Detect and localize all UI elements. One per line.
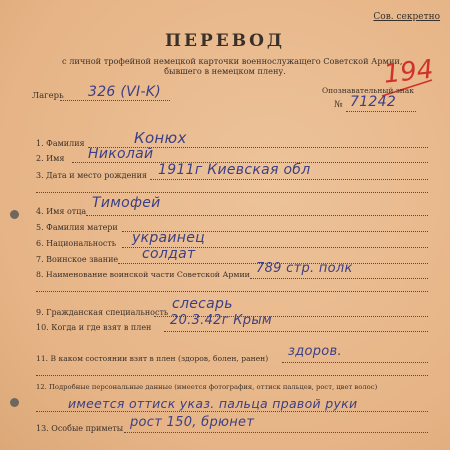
field-label-6: 6. Национальность [36,239,117,248]
field-line-8 [250,278,428,279]
field-label-12: 12. Подробные персональные данные (имеется фотография, оттиск пальцев, рост, цвет волос) [36,383,378,391]
field-label-10: 10. Когда и где взят в плен [36,323,152,332]
red-mark-number: 194 [382,54,435,90]
field-line-10 [164,331,428,332]
camp-line [60,100,170,101]
field-value-2: Николай [88,146,154,162]
camp-value: 326 (VI-K) [88,84,162,100]
field-label-7: 7. Воинское звание [36,255,119,264]
id-number-line [346,111,416,112]
classification-mark: Сов. секретно [373,12,440,22]
field-label-5: 5. Фамилия матери [36,223,118,232]
field-label-13: 13. Особые приметы [36,424,124,433]
document-subtitle-1: с личной трофейной немецкой карточки военнослужащего Советской Армии, [62,56,403,66]
field-line-13 [124,432,428,433]
field-value-4: Тимофей [92,195,161,211]
punch-hole-bottom [10,398,19,407]
field-label-11: 11. В каком состоянии взят в плен (здоров, болен, ранен) [36,354,269,363]
field-value-8: 789 стр. полк [256,261,353,276]
field-line-8b [36,291,428,292]
punch-hole-top [10,210,19,219]
field-value-10: 20.3.42г Крым [170,313,273,328]
document-title: ПЕРЕВОД [164,31,286,51]
camp-label: Лагерь [32,91,64,101]
field-label-3: 3. Дата и место рождения [36,171,147,180]
field-value-3: 1911г Киевская обл [158,162,311,178]
field-label-9: 9. Гражданская специальность [36,308,169,317]
field-line-11 [282,362,428,363]
field-label-4: 4. Имя отца [36,207,87,216]
field-line-11b [36,375,428,376]
field-line-12 [36,411,428,412]
id-number-value: 71242 [350,94,397,110]
field-line-3 [150,179,428,180]
field-value-6: украинец [132,230,206,246]
id-number-prefix: № [334,100,343,110]
field-label-1: 1. Фамилия [36,139,85,148]
id-number-label: Опознавательный знак [322,86,414,95]
field-value-13: рост 150, брюнет [130,415,255,430]
field-value-7: солдат [142,246,196,262]
document-subtitle-2: бывшего в немецком плену. [164,66,286,76]
field-label-8: 8. Наименование воинской части Советской Армии [36,270,250,279]
field-value-11: здоров. [288,344,342,359]
field-line-4 [86,215,428,216]
field-label-2: 2. Имя [36,154,65,163]
field-line-3b [36,192,428,193]
field-value-9: слесарь [172,296,233,312]
field-value-1: Конюх [134,129,187,147]
field-value-12: имеется оттиск указ. пальца правой руки [68,396,358,411]
